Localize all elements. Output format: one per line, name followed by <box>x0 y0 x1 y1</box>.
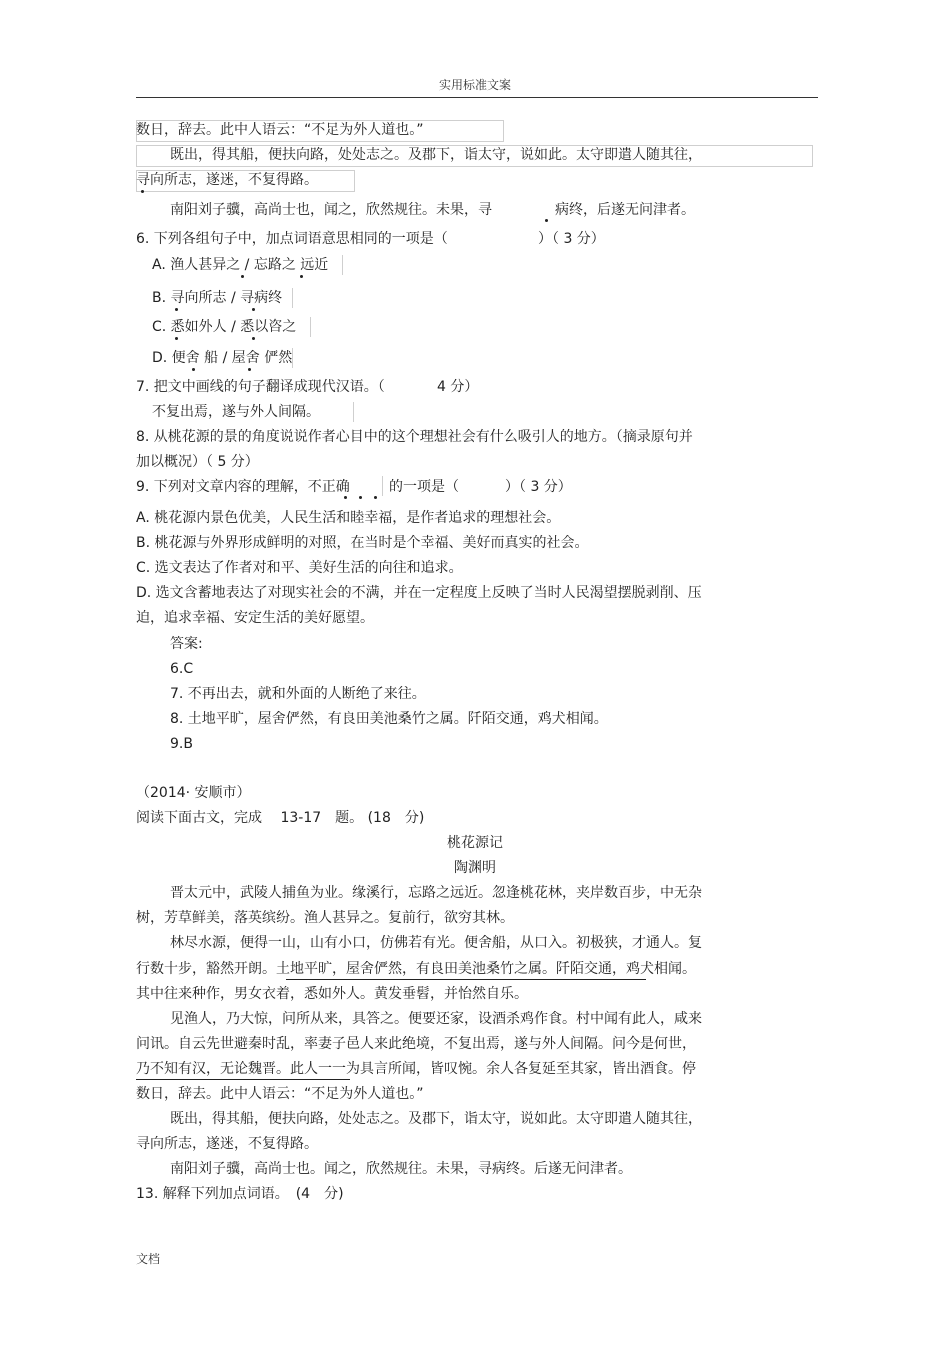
emphasis-dot <box>374 496 377 499</box>
question-9-stem: 9. 下列对文章内容的理解，不正确 <box>136 479 350 495</box>
paragraph-line: 行数十步，豁然开朗。土地平旷，屋舍俨然，有良田美池桑竹之属。阡陌交通，鸡犬相闻。 <box>136 961 696 977</box>
emphasis-dot <box>175 308 178 311</box>
source-line: （2014· 安顺市） <box>136 785 251 801</box>
paragraph-line: 乃不知有汉，无论魏晋。此人一一为具言所闻，皆叹惋。余人各复延至其家，皆出酒食。停 <box>136 1061 696 1077</box>
question-9-stem-mid: 的一项是（ <box>389 479 459 495</box>
text-line: 既出，得其船，便扶向路，处处志之。及郡下，诣太守，说如此。太守即遣人随其往， <box>170 147 702 163</box>
option-6c: C. 悉如外人 / 悉以咨之 <box>152 319 297 335</box>
option-9c: C. 选文表达了作者对和平、美好生活的向往和追求。 <box>136 560 463 576</box>
article-author: 陶渊明 <box>454 860 496 876</box>
question-7-stem: 7. 把文中画线的句子翻译成现代汉语。（ <box>136 379 385 395</box>
question-6-score: ）（ 3 分） <box>538 231 605 247</box>
translation-underline <box>286 979 646 980</box>
text-line: 南阳刘子骥，高尚士也，闻之，欣然规往。未果，寻 <box>170 202 492 218</box>
translation-underline <box>136 1079 350 1080</box>
text-line: 寻向所志，遂迷，不复得路。 <box>136 172 318 188</box>
answers-label: 答案: <box>170 636 203 652</box>
field-divider <box>382 476 383 496</box>
emphasis-dot <box>175 337 178 340</box>
option-9a: A. 桃花源内景色优美，人民生活和睦幸福，是作者追求的理想社会。 <box>136 510 561 526</box>
question-9-score: ）（ 3 分） <box>505 479 572 495</box>
emphasis-dot <box>344 496 347 499</box>
answer-9: 9.B <box>170 736 193 752</box>
text-line: 数日，辞去。此中人语云：“不足为外人道也。” <box>136 122 424 138</box>
question-6-stem: 6. 下列各组句子中，加点词语意思相同的一项是（ <box>136 231 448 247</box>
paragraph-line: 树，芳草鲜美，落英缤纷。渔人甚异之。复前行，欲穷其林。 <box>136 910 514 926</box>
paragraph-line: 林尽水源，便得一山，山有小口，仿佛若有光。便舍船，从口入。初极狭，才通人。复 <box>170 935 702 951</box>
paragraph-line: 见渔人，乃大惊，问所从来，具答之。便要还家，设酒杀鸡作食。村中闻有此人，咸来 <box>170 1011 702 1027</box>
option-9d: D. 选文含蓄地表达了对现实社会的不满，并在一定程度上反映了当时人民渴望摆脱剥削、压 <box>136 585 702 601</box>
emphasis-dot <box>252 308 255 311</box>
paragraph-line: 既出，得其船，便扶向路，处处志之。及郡下，诣太守，说如此。太守即遣人随其往， <box>170 1111 702 1127</box>
option-6a: A. 渔人甚异之 / 忘路之 远近 <box>152 257 329 273</box>
emphasis-dot <box>248 368 251 371</box>
emphasis-dot <box>241 275 244 278</box>
page-header: 实用标准文案 <box>438 78 511 92</box>
paragraph-line: 其中往来种作，男女衣着，悉如外人。黄发垂髫，并怡然自乐。 <box>136 986 528 1002</box>
emphasis-dot <box>252 337 255 340</box>
page-footer: 文档 <box>136 1252 161 1266</box>
field-divider <box>310 317 311 337</box>
option-6d: D. 便舍 船 / 屋舍 俨然 <box>152 350 293 366</box>
header-rule <box>136 97 818 98</box>
question-7-score: 4 分） <box>437 379 479 395</box>
paragraph-line: 晋太元中，武陵人捕鱼为业。缘溪行，忘路之远近。忽逢桃花林，夹岸数百步，中无杂 <box>170 885 702 901</box>
paragraph-line: 寻向所志，遂迷，不复得路。 <box>136 1136 318 1152</box>
emphasis-dot <box>192 368 195 371</box>
article-title: 桃花源记 <box>447 835 503 851</box>
field-divider <box>292 288 293 308</box>
field-divider <box>353 402 354 422</box>
paragraph-line: 数日，辞去。此中人语云：“不足为外人道也。” <box>136 1086 424 1102</box>
option-9b: B. 桃花源与外界形成鲜明的对照，在当时是个幸福、美好而真实的社会。 <box>136 535 589 551</box>
question-7-sentence: 不复出焉，遂与外人间隔。 <box>152 404 320 420</box>
emphasis-dot <box>300 275 303 278</box>
instruction-line: 阅读下面古文，完成 13-17 题。 (18 分) <box>136 810 425 826</box>
text-line: 病终，后遂无问津者。 <box>555 202 695 218</box>
field-divider <box>342 255 343 275</box>
answer-8: 8. 土地平旷，屋舍俨然，有良田美池桑竹之属。阡陌交通，鸡犬相闻。 <box>170 711 608 727</box>
answer-6: 6.C <box>170 661 194 677</box>
option-6b: B. 寻向所志 / 寻病终 <box>152 290 283 306</box>
answer-7: 7. 不再出去，就和外面的人断绝了来往。 <box>170 686 426 702</box>
question-13-stem: 13. 解释下列加点词语。 (4 分) <box>136 1186 344 1202</box>
emphasis-dot <box>359 496 362 499</box>
paragraph-line: 南阳刘子骥，高尚士也。闻之，欣然规往。未果，寻病终。后遂无问津者。 <box>170 1161 632 1177</box>
question-8-stem-cont: 加以概况）（ 5 分） <box>136 454 259 470</box>
emphasis-dot <box>545 219 548 222</box>
question-8-stem: 8. 从桃花源的景的角度说说作者心目中的这个理想社会有什么吸引人的地方。（摘录原句并 <box>136 429 693 445</box>
paragraph-line: 问讯。自云先世避秦时乱，率妻子邑人来此绝境，不复出焉，遂与外人间隔。问今是何世， <box>136 1036 696 1052</box>
emphasis-dot <box>141 190 144 193</box>
option-9d-cont: 迫，追求幸福、安定生活的美好愿望。 <box>136 610 374 626</box>
